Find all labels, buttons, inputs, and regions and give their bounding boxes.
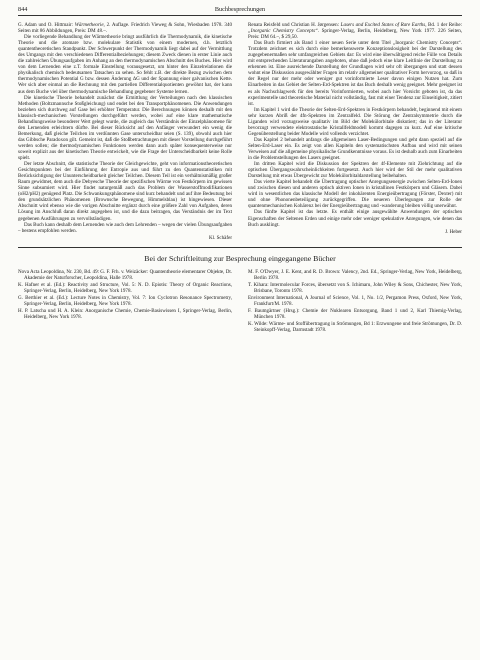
- review-columns: [18, 22, 462, 241]
- review-paragraph: Im dritten Kapitel wird die Diskussion der Spektren der 4f-Elemente mit Ziehrichtung auf die optischen Übergangswahrscheinlichkeiten fortgesetzt. Auch hier wird der Stil der mehr qualitativen Darstellung mit etwas Übergewicht zur Molekülorbitaldarstellung beibehalten.: [248, 161, 462, 180]
- review-paragraph: Im Kapitel 1 wird die Theorie der Selten-Erd-Spektren in Festkörpern behandelt, beginnend mit einem sehr kurzen Abriß der 4fn-Spektren im Zentralfeld. Die Störung der Zentralsymmetrie durch die Liganden wird vorzugsweise qualitativ im Bild der Molekülorbitale diskutiert; das in der Literatur bevorzugt verwendete elektrostatische Kristallfeldmodell kommt dagegen zu kurz. Auf eine kritische Gegenüberstellung beider Modelle wird vollends verzichtet.: [248, 106, 462, 137]
- review-paragraph: Der letzte Abschnitt, die statistische Theorie der Gleichgewichte, geht von informationstheoretischen Gesichtspunkten bei der Einführung der Entropie aus und führt zu den Quantenstatistiken mit Berücksichtigung der Ununterscheidbarkeit gleicher Teilchen. Diesem Teil ist ein verhältnismäßig großer Raum gewidmet, dem auch die Debyesche Theorie der spezifischen Wärme von Festkörpern im gewissen Sinne subsumiert wird. Hier findet naturgemäß auch das Problem der Wasserstoffmodifikationen (oH2/pH2) genügend Platz. Die Schwankungsphänomene sind kurz behandelt und auf ihre Bedeutung bei den grundsätzlichen Phänomenen (Brownsche Bewegung, Himmelsblau) ist hingewiesen. Dieser Abschnitt wird ebenso wie die vorigen Abschnitte ergänzt durch eine größere Zahl von Aufgaben, deren Lösung im Anschluß daran direkt angegeben ist, und die dazu beitragen, das Verständnis der im Text gegebenen Ausführungen zu vervollständigen.: [18, 161, 232, 222]
- received-books-list: [18, 269, 462, 334]
- received-left: [18, 269, 232, 334]
- section-heading: Buchbesprechungen: [214, 6, 266, 13]
- list-item: K. Hafner et al. (Ed.): Reactivity and Structure, Vol. 5: N. D. Epiotis: Theory of Organic Reactions, Springer-Verlag, Berlin, Heidelberg, New York 1978.: [18, 281, 232, 294]
- review-paragraph: Die kinetische Theorie behandelt zunächst die Ermittlung der Verteilungen nach den klassischen Methoden (Boltzmannsche Stoßgleichung) und endet bei den Transportphänomenen. Die Anwendungen beziehen sich durchweg auf Gase bei erhöhter Temperatur. Die Berechnungen können deshalb mit den klassisch-mechanischen Vorstellungen durchgeführt werden, wobei auf eine klare mathematische Behandlungsweise besonderer Wert gelegt wurde, die zugleich das Verständnis der Einzelphänomene für den Lernenden erleichtern dürfte. Bei dieser Rücksicht auf den Anfänger verwundert ein wenig die Bemerkung, daß gleiche Teilchen im verdünnten Gase unterscheidbar seien (S. 139), obwohl auch hier das Gibbsche Paradoxon gilt. Gemeint ist, daß die Stoßbetrachtungen mit dieser Vorstellung durchgeführt werden sollen; die thermodynamischen Funktionen werden dann auch später konsequenterweise nur soweit explizit aus der kinetischen Theorie entwickelt, wie die Frage der Unterscheidbarkeit keine Rolle spielt.: [18, 94, 232, 162]
- list-item: T. Kihara: Intermolecular Forces, übersetzt von S. Ichimaru, John Wiley & Sons, Chichester, New York, Brisbane, Toronto 1978.: [248, 281, 462, 294]
- review-paragraph: Die vorliegende Behandlung der Wärmetheorie bringt ausführlich die Thermodynamik, die kinetische Theorie und die atomare bzw. molekulare Statistik von einem modernen, d.h. letztlich quantentheoretischen Standpunkt. Der Schwerpunkt der Thermodynamik liegt dabei auf der Vermittlung des Umgangs mit den verschiedenen Differentialbeziehungen; diesem Zweck dienen in erster Linie auch die zahlreichen Übungsaufgaben im Anhang an den thermodynamischen Abschnitt des Buches. Hier wird von dem Lernenden eine z.T. formale Einstellung vorausgesetzt, um hinter den Einzelrelationen die physikalisch chemisch bedeutsamen Tatsachen zu sehen. So fehlt z.B. der direkte Bezug zwischen dem thermodynamischen Potential G bzw. dessen Änderung ΔG und der Spannung einer galvanischen Kette. Wer sich aber einmal an die Rechnung mit den partiellen Differentialquotienten gewöhnt hat, der kann aus dem Buche viel über thermodynamische Behandlung gegebener Systeme lernen.: [18, 34, 232, 95]
- list-item: Nova Acta Leopoldina, Nr. 230, Bd. 49: G. F. Frh. v. Weizäcker: Quantentheorie elementarer Objekte, Dt. Akademie der Naturforscher, Leopoldina, Halle 1978.: [18, 268, 232, 281]
- review-paragraph: Das Kapitel 2 behandelt anfangs die allgemeinen Laser-Bedingungen und geht dann speziell auf die Selten-Erd-Laser ein. Es zeigt von allen Kapiteln den systematischsten Aufbau und wird mit seinen Verweisen auf die allgemeine physikalische Grundkenntnisse voraus. Es ist deshalb auch zum Einarbeiten in die Problemstellungen des Lasers geeignet.: [248, 136, 463, 162]
- review-paragraph: Das Buch kann deshalb dem Lernenden wie auch dem Lehrenden – wegen der vielen Übungsaufgaben – bestens empfohlen werden.: [18, 221, 232, 234]
- book-reference: G. Adam und O. Hittmair: Wärmetheorie, 2. Auflage. Friedrich Vieweg & Sohn, Wiesbaden 1978. 340 Seiten mit 86 Abbildungen, Preis: DM 48.–.: [18, 22, 233, 35]
- received-books-title: Bei der Schriftleitung zur Besprechung eingegangene Bücher: [144, 253, 336, 263]
- book-reference: Renata Reisfeld und Christian H. Jørgensen: Lasers and Excited States of Rare Earths, Bd. 1 der Reihe: „Inorganic Chemistry Concepts“. Springer-Verlag, Berlin, Heidelberg, New York 1977. 226 Seiten, Preis: DM 64.–, $ 29,50.: [248, 22, 462, 41]
- list-item: Environment International, A Journal of Science, Vol. 1, No. 1/2, Pergamon Press, Oxford, New York, Frankfurt/M. 1978.: [248, 294, 462, 307]
- list-item: H. P. Latscha und H. A. Klein: Anorganische Chemie, Chemie-Basiswissen I, Springer-Verlag, Berlin, Heidelberg, New York 1978.: [18, 307, 232, 321]
- list-item: F. Baumgärtner (Hrsg.): Chemie der Nuklearen Entsorgung, Band 1 und 2, Karl Thiemig-Verlag, München 1978.: [248, 307, 462, 321]
- journal-page: [18, 6, 462, 334]
- list-item: K. Wilde: Wärme- und Stoffübertragung in Strömungen, Bd 1: Erzwungene und freie Strömungen, Dr. D. Steinkopff-Verlag, Darmstadt 1978.: [248, 321, 462, 334]
- review-paragraph: Das fünfte Kapitel ist das letzte. Es enthält einige ausgewählte Anwendungen der optischen Eigenschaften der Seltenen Erden und einige mehr oder weniger spekulative Anregungen, wie denen das Buch ausklingt.: [248, 209, 462, 228]
- page-number: 844: [18, 6, 28, 13]
- review-paragraph: Das Buch firmiert als Band 1 einer neuen Serie unter dem Titel „Inorganic Chemistry Concepts“. Trotzdem zeichnet es sich durch eine bemerkenswerte Konzeptionslosigkeit bei der Darstellung des zugegebenermaßen sehr umfangreichen Gebiets dar: Es wird eine überwältigend reiche Fülle von Details mit entsprechenden Literaturangaben angeboten, ohne daß jedoch eine klare Leitlinie der Darstellung zu erkennen ist. Eine ausreichende Darstellung der Grundlagen wird sehr oft übergangen und statt dessen wohnt eine Diskussion ausgewählter Fragen im relativ allgemeiner qualitativer Form hervorzog, so daß in der Regel nur der mehr oder weniger gut vorinformierte Leser davon einigen Nutzen hat. Zum Einarbeiten in das Gebiet der Selten-Erd-Spektren ist das Buch deshalb wenig geeignet. Mehr geeignet ist es als Nachschlagwerk für den bereits Vorinformierten, wobei auch hier Vorsicht geboten ist, da das experimentelle und theoretische Material nicht vollständig, fast mit einer Tendenz zur Einseitigkeit, zitiert ist.: [248, 40, 462, 107]
- running-header: [18, 6, 462, 16]
- review-right: [248, 22, 462, 241]
- list-item: M. F. O'Dwyer, J. E. Kent, and R. D. Brown: Valency, 2nd. Ed., Springer-Verlag, New York, Heidelberg, Berlin 1978.: [248, 268, 462, 281]
- review-paragraph: Das vierte Kapitel behandelt die Übertragung optischer Anregungsenergie zwischen Selten-Erd-Ionen und zwischen diesen und anderen optisch aktiven Ionen in kristallinen Festkörpern und Gläsern. Dabei wird in wesentlichen das klassische Modell der inkohärenten Energieübertragung (Förster, Dexter) mit und ohne Phononenbeteiligung zurückgegriffen. Die neueren Überlegungen zur Rolle der quantenmechanischen Kohärenz bei der Energieübertragung und -wanderung bleiben völlig unerwähnt.: [248, 179, 462, 210]
- reviewer-signature: J. Heber: [445, 228, 462, 235]
- reviewer-signature: Kl. Schäfer: [209, 234, 232, 241]
- received-right: [248, 269, 462, 334]
- section-divider: [18, 247, 462, 248]
- review-left: [18, 22, 232, 241]
- list-item: G. Berthier et al. (Ed.): Lecture Notes in Chemistry, Vol. 7: Ion Cyclotron Resonance Spectrometry, Springer-Verlag, Berlin, Heidelberg, New York 1978.: [18, 294, 232, 307]
